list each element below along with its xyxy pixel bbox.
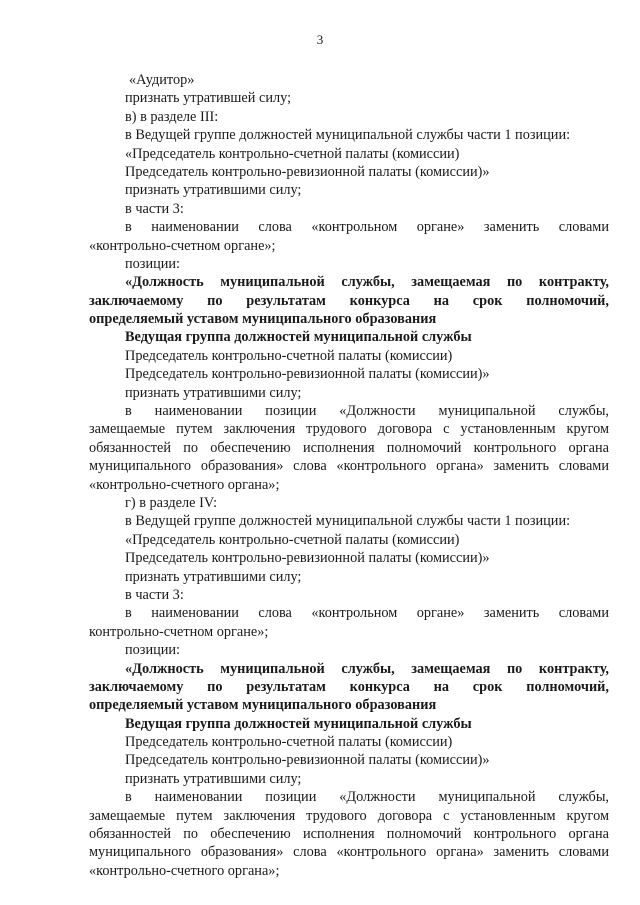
text-line: заключаемому по результатам конкурса на срок полномочий, [89,678,609,695]
text-line: «Председатель контрольно-счетной палаты (комиссии) [125,145,460,162]
document-body [89,71,609,880]
text-line: замещаемые путем заключения трудового договора с установленным кругом [89,421,609,438]
text-line: муниципального образования» слова «контрольного органа» заменить словами [89,458,609,475]
text-line: «Должность муниципальной службы, замещаемая по контракту, [125,660,609,677]
text-line: в части 3: [125,586,184,603]
text-line: признать утратившими силу; [125,384,302,401]
text-line: обязанностей по обеспечению исполнения полномочий контрольного органа [89,826,609,843]
text-line: «контрольно-счетного органа»; [89,862,280,879]
text-line: Председатель контрольно-счетной палаты (комиссии) [125,734,453,751]
text-line: Председатель контрольно-ревизионной палаты (комиссии)» [125,550,490,567]
text-line: Ведущая группа должностей муниципальной службы [125,329,472,346]
text-line: заключаемому по результатам конкурса на срок полномочий, [89,292,609,309]
text-line: в) в разделе III: [125,108,219,125]
text-line: признать утратившей силу; [125,90,292,107]
text-line: определяемый уставом муниципального образования [89,697,437,714]
text-line: признать утратившими силу; [125,770,302,787]
text-line: позиции: [125,255,181,272]
text-line: Председатель контрольно-ревизионной палаты (комиссии)» [125,366,490,383]
text-line: «Председатель контрольно-счетной палаты (комиссии) [125,531,460,548]
text-line: «контрольно-счетного органа»; [89,476,280,493]
text-line: в Ведущей группе должностей муниципальной службы части 1 позиции: [125,127,571,144]
text-line: Ведущая группа должностей муниципальной службы [125,715,472,732]
text-line: «контрольно-счетном органе»; [89,237,276,254]
text-line: Председатель контрольно-ревизионной палаты (комиссии)» [125,163,490,180]
text-line: в наименовании позиции «Должности муниципальной службы, [125,403,609,420]
text-line: замещаемые путем заключения трудового договора с установленным кругом [89,807,609,824]
text-line: в части 3: [125,200,184,217]
text-line: признать утратившими силу; [125,182,302,199]
text-line: Председатель контрольно-счетной палаты (комиссии) [125,347,453,364]
text-line: г) в разделе IV: [125,494,218,511]
text-line: позиции: [125,642,181,659]
text-line: муниципального образования» слова «контрольного органа» заменить словами [89,844,609,861]
text-line: в наименовании слова «контрольном органе» заменить словами [125,605,609,622]
text-line: в наименовании слова «контрольном органе» заменить словами [125,219,609,236]
page-number: 3 [316,32,324,47]
text-line: признать утратившими силу; [125,568,302,585]
text-line: обязанностей по обеспечению исполнения полномочий контрольного органа [89,439,609,456]
text-line: в Ведущей группе должностей муниципальной службы части 1 позиции: [125,513,571,530]
text-line: «Аудитор» [129,72,195,88]
text-line: «Должность муниципальной службы, замещаемая по контракту, [125,274,609,291]
text-line: Председатель контрольно-ревизионной палаты (комиссии)» [125,752,490,769]
text-line: определяемый уставом муниципального образования [89,311,437,328]
text-line: в наименовании позиции «Должности муниципальной службы, [125,789,609,806]
text-line: контрольно-счетном органе»; [89,623,269,640]
